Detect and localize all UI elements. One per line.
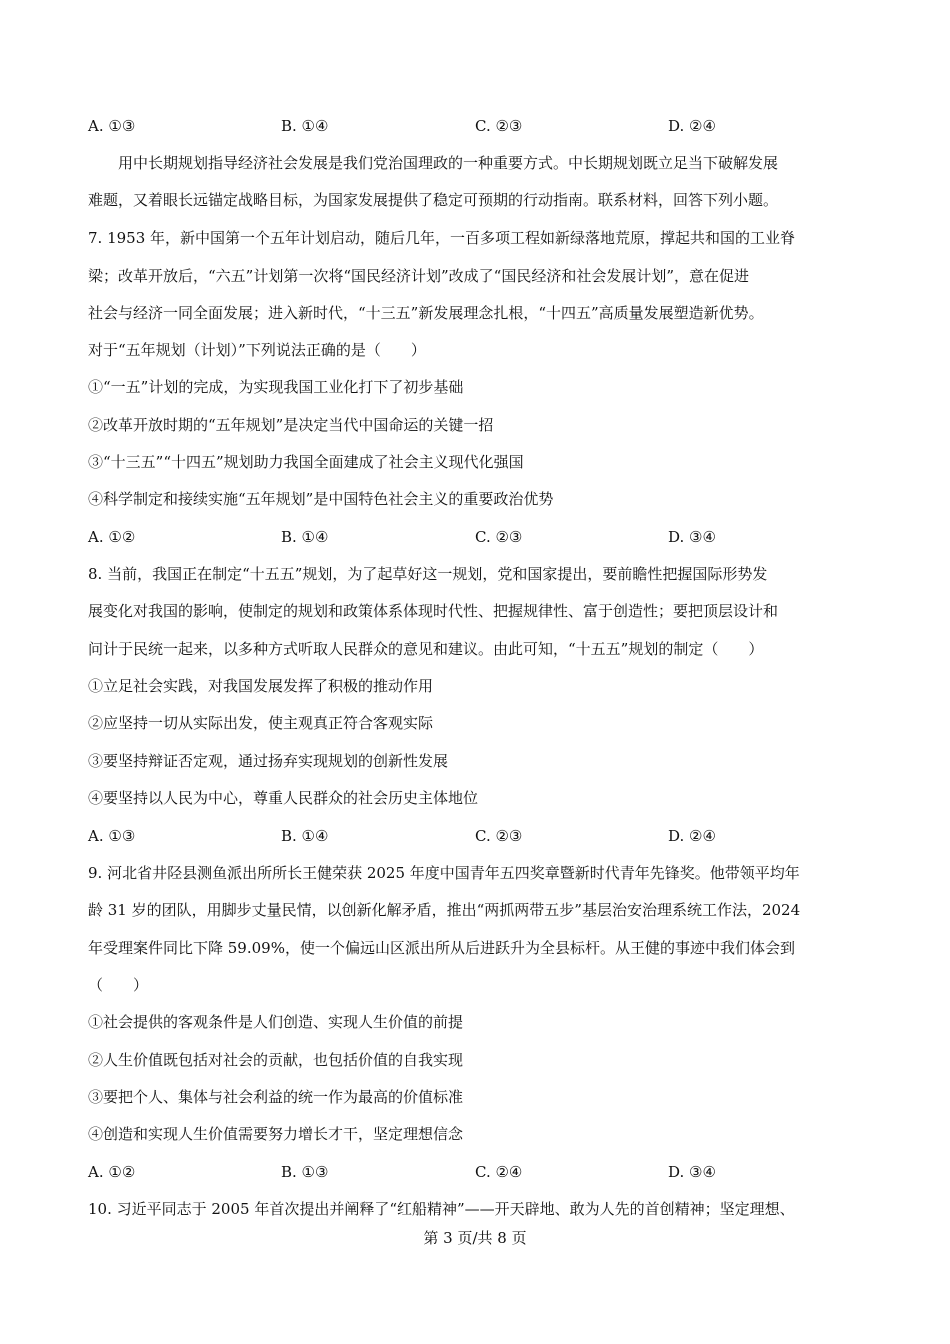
q8-option-b: B. ①④	[281, 827, 329, 845]
q9-options	[88, 1162, 868, 1182]
q7-item: ①“一五”计划的完成，为实现我国工业化打下了初步基础	[88, 378, 464, 396]
intro-line: 用中长期规划指导经济社会发展是我们党治国理政的一种重要方式。中长期规划既立足当下破解发展	[118, 154, 779, 172]
q6-option-c: C. ②③	[475, 117, 523, 135]
q9-stem-line: 龄 31 岁的团队，用脚步丈量民情，以创新化解矛盾，推出“两抓两带五步”基层治安治理系统工作法，2024	[88, 901, 801, 919]
q8-item: ③要坚持辩证否定观，通过扬弃实现规划的创新性发展	[88, 752, 449, 770]
q9-item: ②人生价值既包括对社会的贡献，也包括价值的自我实现	[88, 1051, 464, 1069]
q9-option-a: A. ①②	[88, 1163, 136, 1181]
q9-option-d: D. ③④	[668, 1163, 716, 1181]
q8-item: ②应坚持一切从实际出发，使主观真正符合客观实际	[88, 714, 434, 732]
q10-stem-line: 10. 习近平同志于 2005 年首次提出并阐释了“红船精神”——开天辟地、敢为人先的首创精神；坚定理想、	[88, 1200, 795, 1218]
q7-option-d: D. ③④	[668, 528, 716, 546]
q7-option-a: A. ①②	[88, 528, 136, 546]
q6-option-b: B. ①④	[281, 117, 329, 135]
q6-options	[88, 116, 868, 136]
q7-item: ③“十三五”“十四五”规划助力我国全面建成了社会主义现代化强国	[88, 453, 524, 471]
q8-option-c: C. ②③	[475, 827, 523, 845]
q9-option-b: B. ①③	[281, 1163, 329, 1181]
q9-option-c: C. ②④	[475, 1163, 523, 1181]
q7-item: ④科学制定和接续实施“五年规划”是中国特色社会主义的重要政治优势	[88, 490, 554, 508]
q9-item: ③要把个人、集体与社会利益的统一作为最高的价值标准	[88, 1088, 464, 1106]
q9-item: ④创造和实现人生价值需要努力增长才干，坚定理想信念	[88, 1125, 464, 1143]
q8-stem-line: 8. 当前，我国正在制定“十五五”规划，为了起草好这一规划，党和国家提出，要前瞻性把握国际形势发	[88, 565, 768, 583]
q7-stem-line: 梁；改革开放后，“六五”计划第一次将“国民经济计划”改成了“国民经济和社会发展计划”，意在促进	[88, 267, 750, 285]
q9-stem-line: 年受理案件同比下降 59.09%，使一个偏远山区派出所从后进跃升为全县标杆。从王健的事迹中我们体会到	[88, 939, 795, 957]
q9-item: ①社会提供的客观条件是人们创造、实现人生价值的前提	[88, 1013, 464, 1031]
q8-item: ①立足社会实践，对我国发展发挥了积极的推动作用	[88, 677, 434, 695]
q7-option-b: B. ①④	[281, 528, 329, 546]
q8-stem-line: 展变化对我国的影响，使制定的规划和政策体系体现时代性、把握规律性、富于创造性；要把顶层设计和	[88, 602, 779, 620]
q8-option-d: D. ②④	[668, 827, 716, 845]
q6-option-a: A. ①③	[88, 117, 136, 135]
q7-stem-line: 社会与经济一同全面发展；进入新时代，“十三五”新发展理念扎根，“十四五”高质量发展塑造新优势。	[88, 304, 764, 322]
q7-stem-line: 7. 1953 年，新中国第一个五年计划启动，随后几年，一百多项工程如新绿落地荒原，撑起共和国的工业脊	[88, 229, 796, 247]
q7-item: ②改革开放时期的“五年规划”是决定当代中国命运的关键一招	[88, 416, 494, 434]
q7-options	[88, 527, 868, 547]
intro-line: 难题，又着眼长远锚定战略目标，为国家发展提供了稳定可预期的行动指南。联系材料，回答下列小题。	[88, 191, 779, 209]
q8-item: ④要坚持以人民为中心，尊重人民群众的社会历史主体地位	[88, 789, 479, 807]
q8-options	[88, 826, 868, 846]
page-number: 第 3 页/共 8 页	[423, 1229, 527, 1247]
q6-option-d: D. ②④	[668, 117, 716, 135]
q8-stem-line: 问计于民统一起来，以多种方式听取人民群众的意见和建议。由此可知，“十五五”规划的制定（ ）	[88, 640, 764, 658]
q7-stem-line: 对于“五年规划（计划）”下列说法正确的是（ ）	[88, 341, 426, 359]
q9-stem-line: （ ）	[88, 976, 149, 994]
q9-stem-line: 9. 河北省井陉县测鱼派出所所长王健荣获 2025 年度中国青年五四奖章暨新时代青年先锋奖。他带领平均年	[88, 864, 800, 882]
q8-option-a: A. ①③	[88, 827, 136, 845]
q7-option-c: C. ②③	[475, 528, 523, 546]
